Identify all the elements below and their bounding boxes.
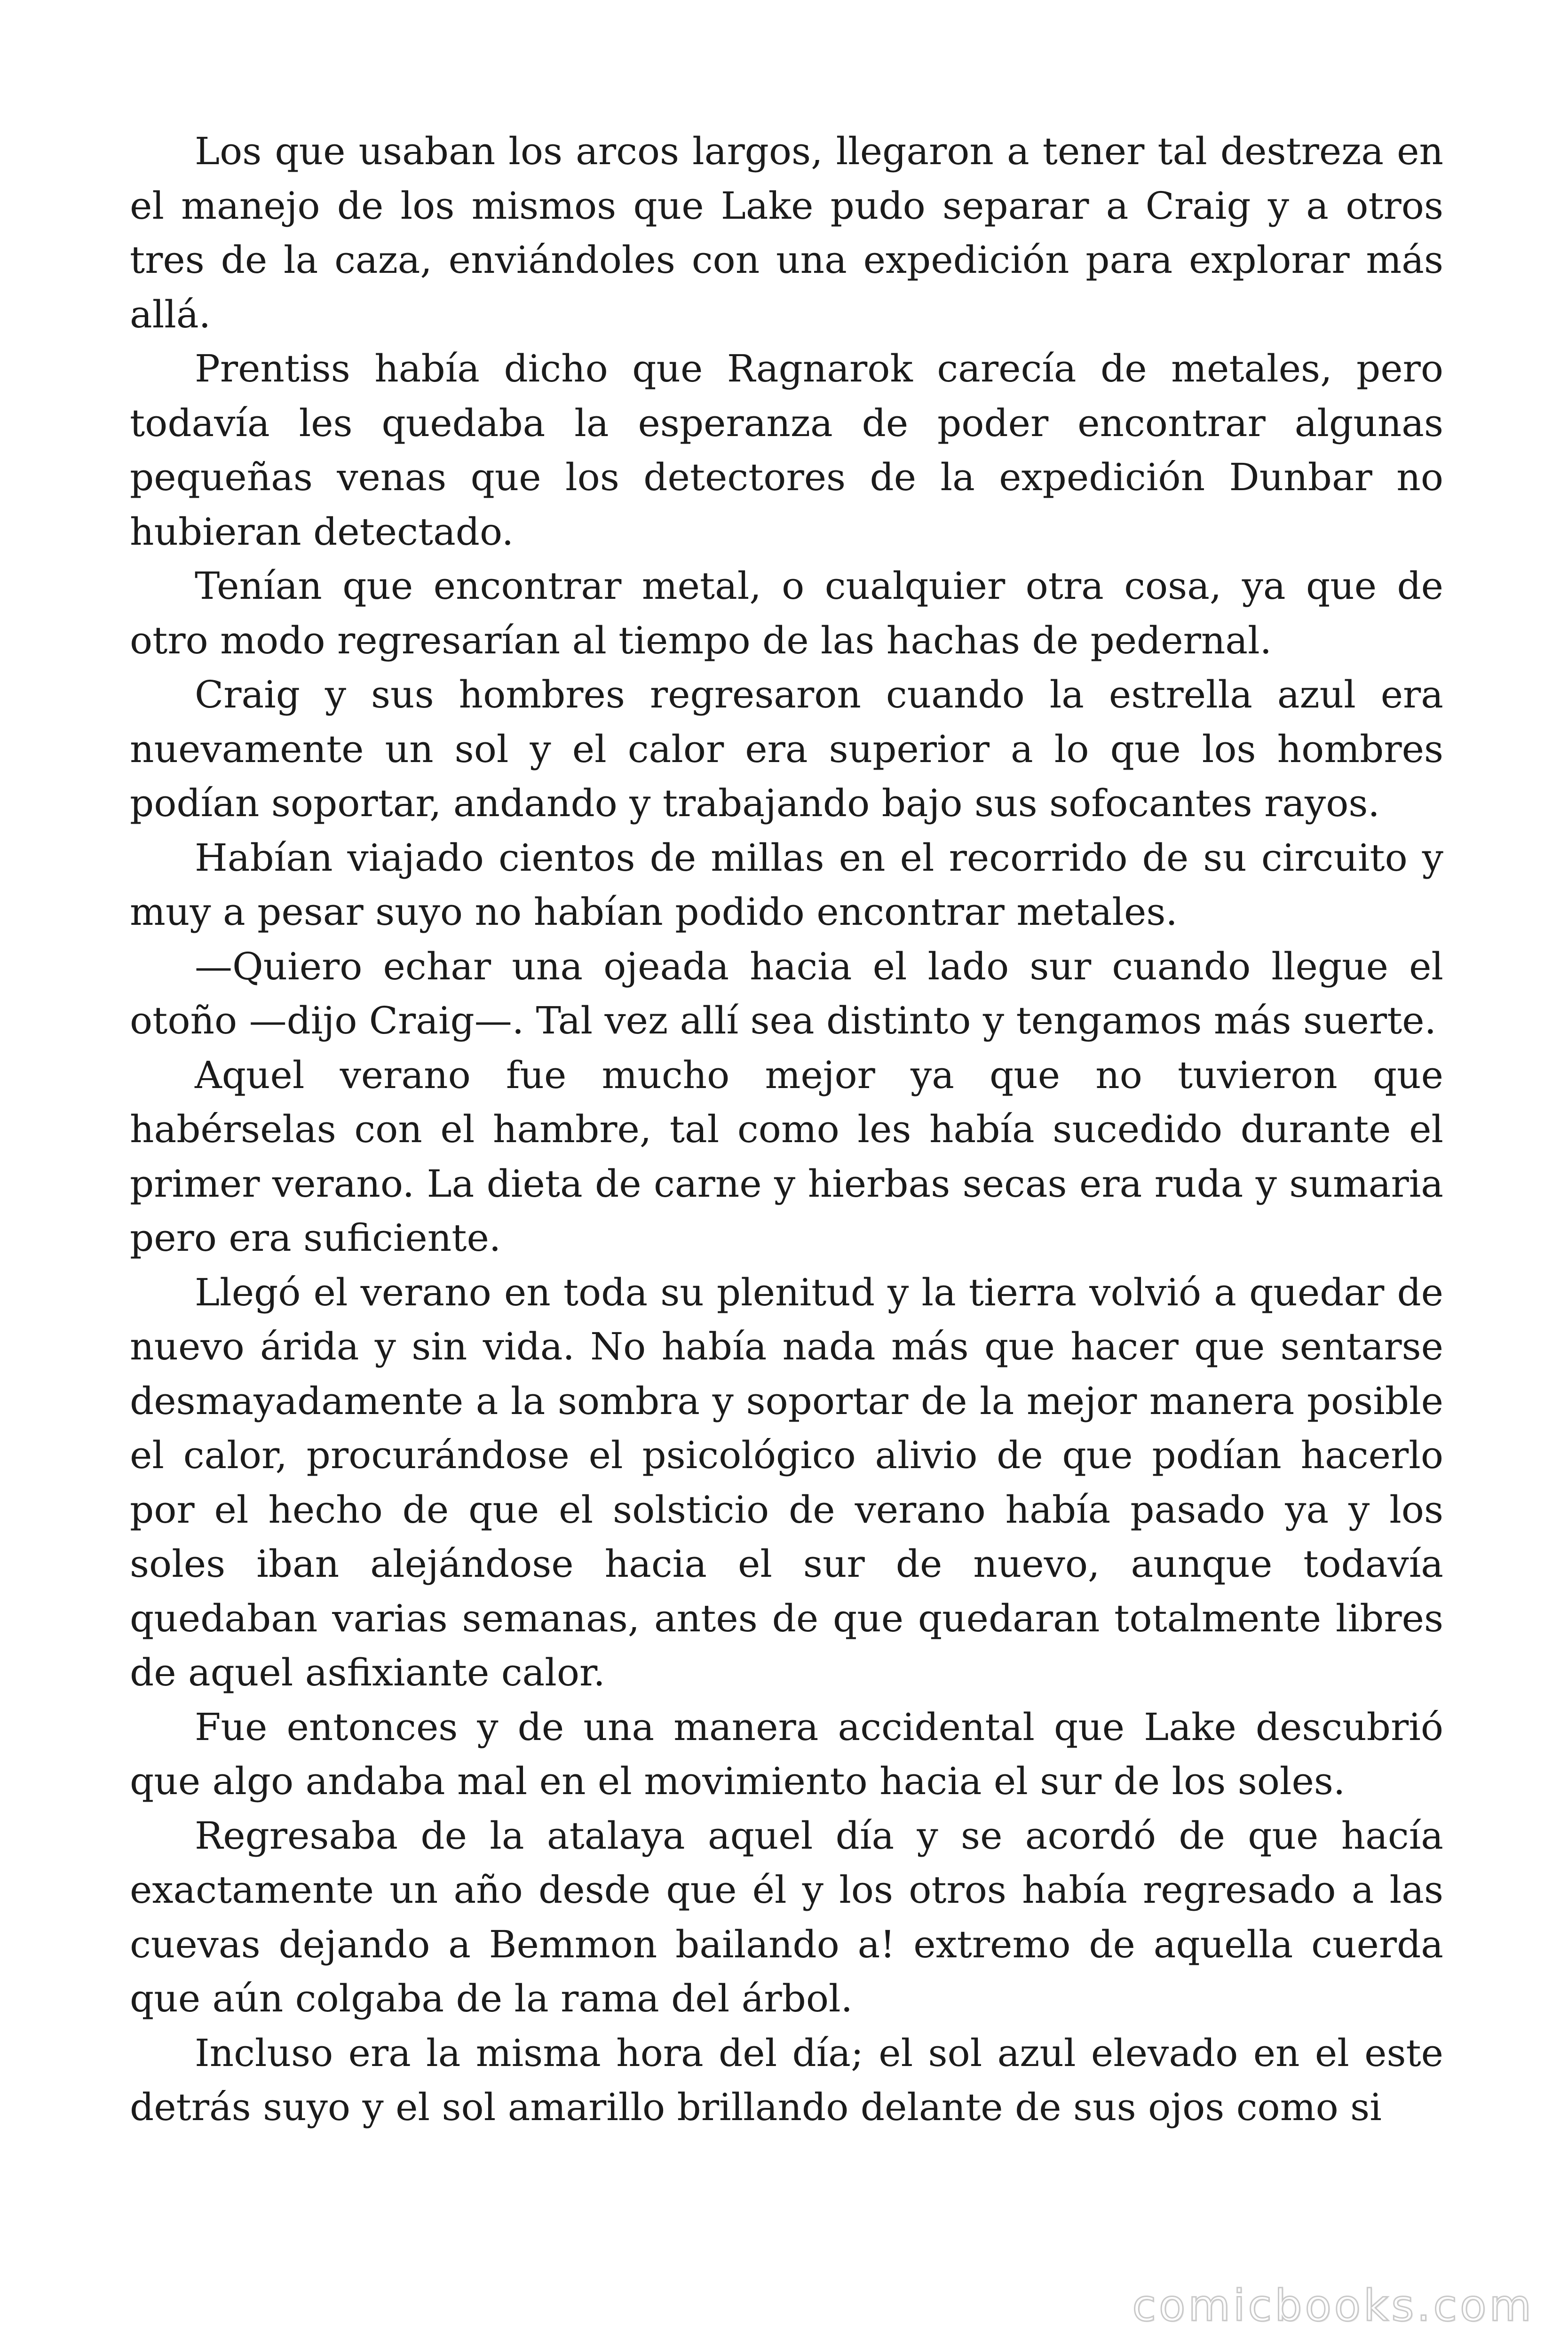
paragraph: Incluso era la misma hora del día; el sol azul elevado en el este detrás suyo y el sol amarillo brillando delante de sus ojos como si [130, 2031, 1443, 2129]
paragraph: —Quiero echar una ojeada hacia el lado sur cuando llegue el otoño —dijo Craig—. Tal vez allí sea distinto y tengamos más suerte. [130, 944, 1443, 1042]
paragraph: Aquel verano fue mucho mejor ya que no tuvieron que habérselas con el hambre, tal como les había sucedido durante el primer verano. La dieta de carne y hierbas secas era ruda y sumaria pero era suficiente. [130, 1053, 1443, 1260]
paragraph: Los que usaban los arcos largos, llegaron a tener tal destreza en el manejo de los mismos que Lake pudo separar a Craig y a otros tres de la caza, enviándoles con una expedición para explorar más allá. [130, 129, 1443, 336]
paragraph: Prentiss había dicho que Ragnarok carecía de metales, pero todavía les quedaba la esperanza de poder encontrar algunas pequeñas venas que los detectores de la expedición Dunbar no hubieran detectado. [130, 347, 1443, 554]
watermark: comicbooks.com [1132, 2280, 1534, 2331]
paragraph: Llegó el verano en toda su plenitud y la tierra volvió a quedar de nuevo árida y sin vida. No había nada más que hacer que sentarse desmayadamente a la sombra y soportar de la mejor manera posible el calor, procurándose el psicológico alivio de que podían hacerlo por el hecho de que el solsticio de verano había pasado ya y los soles iban alejándose hacia el sur de nuevo, aunque todavía quedaban varias semanas, antes de que quedaran totalmente libres de aquel asfixiante calor. [130, 1270, 1443, 1694]
paragraph: Regresaba de la atalaya aquel día y se acordó de que hacía exactamente un año desde que él y los otros había regresado a las cuevas dejando a Bemmon bailando a! extremo de aquella cuerda que aún colgaba de la rama del árbol. [130, 1813, 1443, 2020]
paragraph: Fue entonces y de una manera accidental que Lake descubrió que algo andaba mal en el movimiento hacia el sur de los soles. [130, 1705, 1443, 1803]
paragraph: Habían viajado cientos de millas en el recorrido de su circuito y muy a pesar suyo no habían podido encontrar metales. [130, 835, 1443, 934]
paragraph: Craig y sus hombres regresaron cuando la estrella azul era nuevamente un sol y el calor era superior a lo que los hombres podían soportar, andando y trabajando bajo sus sofocantes rayos. [130, 673, 1443, 825]
paragraph: Tenían que encontrar metal, o cualquier otra cosa, ya que de otro modo regresarían al tiempo de las hachas de pedernal. [130, 564, 1443, 662]
book-page-text [130, 124, 1443, 2217]
